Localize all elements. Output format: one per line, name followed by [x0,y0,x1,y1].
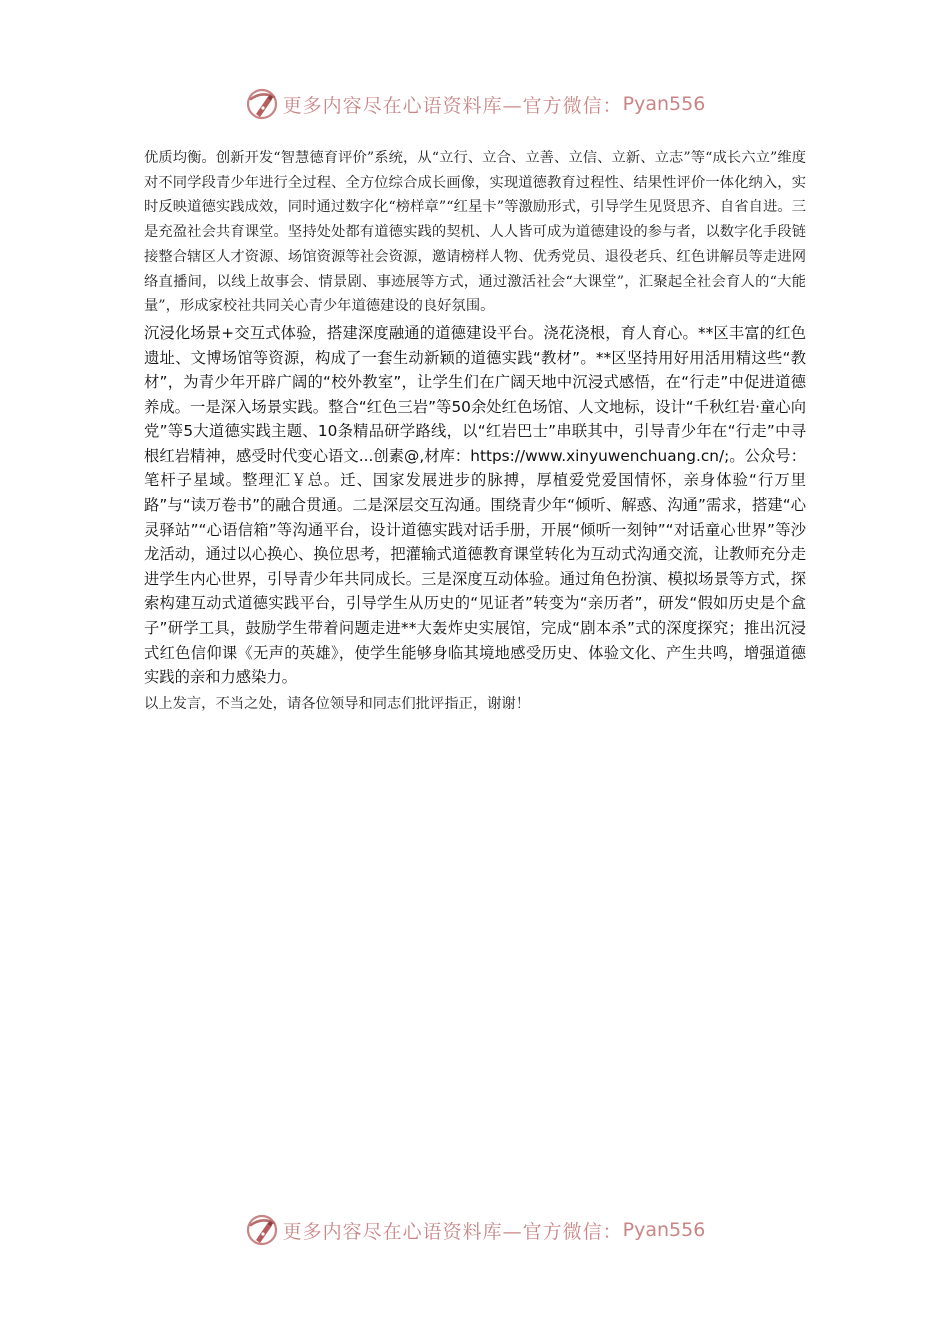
body-paragraph-1: 优质均衡。创新开发“智慧德育评价”系统，从“立行、立合、立善、立信、立新、立志”等“成长六立”维度对不同学段青少年进行全过程、全方位综合成长画像，实现道德教育过程性、结果性评价一体化纳入，实时反映道德实践成效，同时通过数字化“榜样章”“红星卡”等激励形式，引导学生见贤思齐、自省自进。三是充盈社会共育课堂。坚持处处都有道德实践的契机、人人皆可成为道德建设的参与者，以数字化手段链接整合辖区人才资源、场馆资源等社会资源，邀请榜样人物、优秀党员、退役老兵、红色讲解员等走进网络直播间，以线上故事会、情景剧、事迹展等方式，通过激活社会“大课堂”，汇聚起全社会育人的“大能量”，形成家校社共同关心青少年道德建设的良好氛围。 [144,150,806,315]
body-paragraph-2: 沉浸化场景+交互式体验，搭建深度融通的道德建设平台。浇花浇根，育人育心。**区丰富的红色遗址、文博场馆等资源，构成了一套生动新颖的道德实践“教材”。**区坚持用好用活用精这些“教材”，为青少年开辟广阔的“校外教室”，让学生们在广阔天地中沉浸式感悟，在“行走”中促进道德养成。一是深入场景实践。整合“红色三岩”等50余处红色场馆、人文地标，设计“千秋红岩·童心向党”等5大道德实践主题、10条精品研学路线，以“红岩巴士”串联其中，引导青少年在“行走”中寻根红岩精神，感受时代变心语文...创素@,材库：https://www.xinyuwenchuang.cn/;。公众号：笔杆子星域。整理汇￥总。迁、国家发展进步的脉搏，厚植爱党爱国情怀，亲身体验“行万里路”与“读万卷书”的融合贯通。二是深层交互沟通。围绕青少年“倾听、解惑、沟通”需求，搭建“心灵驿站”“心语信箱”等沟通平台，设计道德实践对话手册，开展“倾听一刻钟”“对话童心世界”等沙龙活动，通过以心换心、换位思考，把灌输式道德教育课堂转化为互动式沟通交流，让教师充分走进学生内心世界，引导青少年共同成长。三是深度互动体验。通过角色扮演、模拟场景等方式，探索构建互动式道德实践平台，引导学生从历史的“见证者”转变为“亲历者”，研发“假如历史是个盒子”研学工具，鼓励学生带着问题走进**大轰炸史实展馆，完成“剧本杀”式的深度探究；推出沉浸式红色信仰课《无声的英雄》，使学生能够身临其境地感受历史、体验文化、产生共鸣，增强道德实践的亲和力感染力。 [144,323,806,687]
footer-watermark-banner [0,1210,950,1250]
header-watermark-id: Pyan556 [622,93,706,115]
header-watermark-banner [0,84,950,124]
footer-watermark-id: Pyan556 [622,1219,706,1241]
closing-remark: 以上发言，不当之处，请各位领导和同志们批评指正，谢谢！ [144,695,531,712]
pen-nib-logo-icon [245,1213,279,1247]
header-watermark-text: 更多内容尽在心语资料库—官方微信： [282,94,623,117]
pen-nib-logo-icon [245,87,279,121]
document-body [144,146,806,717]
footer-watermark-text: 更多内容尽在心语资料库—官方微信： [282,1220,623,1243]
